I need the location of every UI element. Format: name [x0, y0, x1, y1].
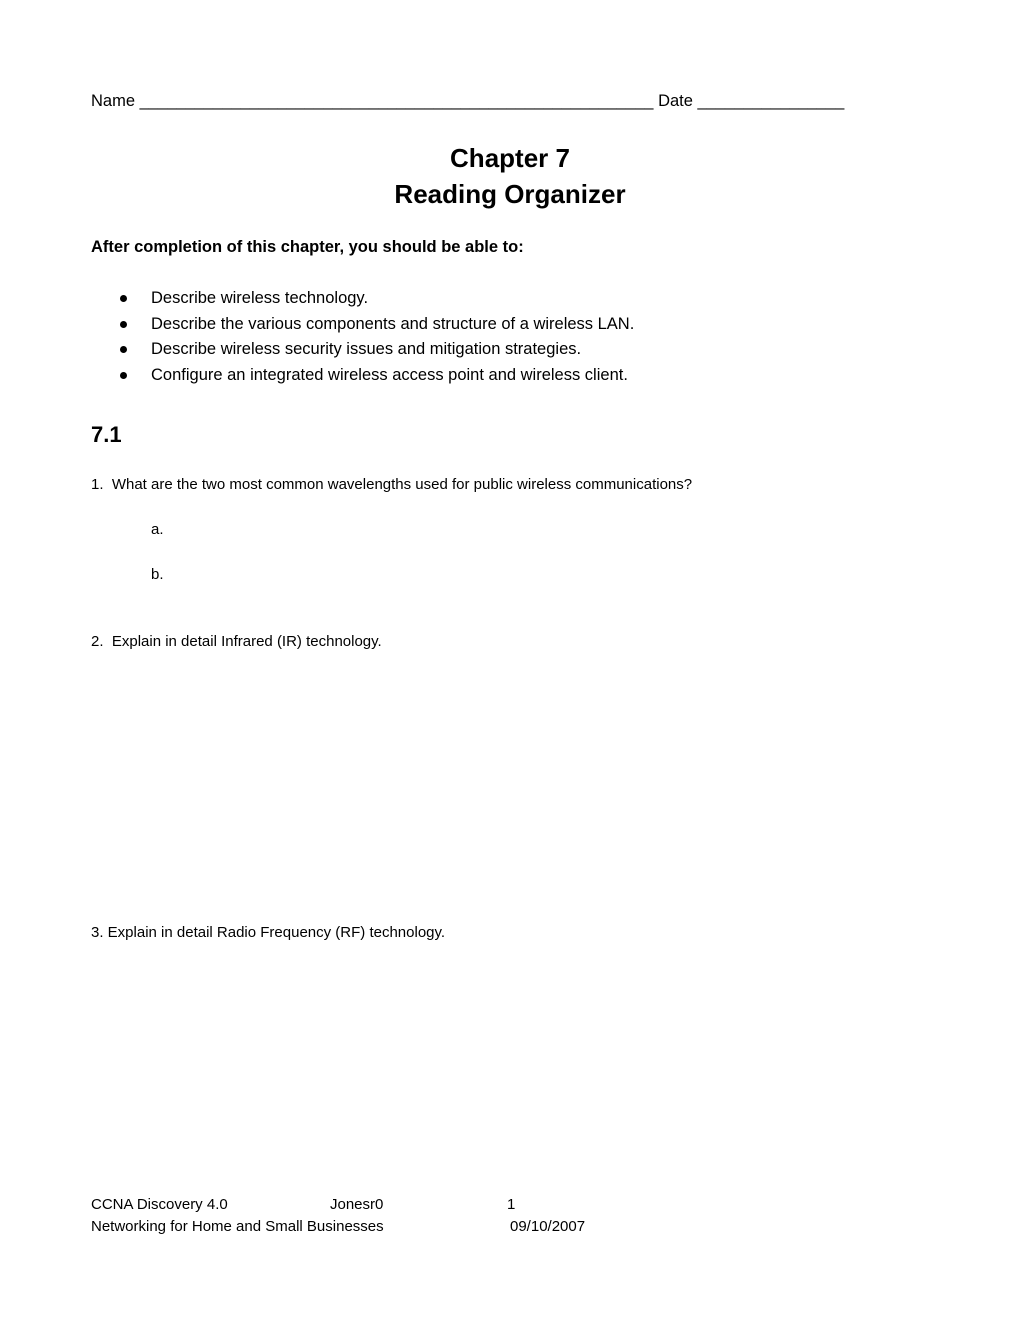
objectives-heading: After completion of this chapter, you should be able to:	[91, 238, 524, 256]
footer-date: 09/10/2007	[510, 1218, 586, 1235]
list-item	[91, 286, 634, 312]
chapter-title: Chapter 7	[450, 143, 570, 173]
answer-b-label: b.	[151, 566, 164, 583]
bullet-icon	[120, 321, 127, 328]
list-item	[91, 312, 634, 338]
objective-text: Describe wireless technology.	[151, 289, 369, 307]
objective-text: Describe the various components and structure of a wireless LAN.	[151, 314, 635, 333]
footer-subtitle: Networking for Home and Small Businesses	[91, 1218, 384, 1235]
list-item	[91, 337, 634, 363]
answer-a-label: a.	[151, 521, 164, 538]
bullet-icon	[120, 295, 127, 302]
objectives-list	[91, 286, 634, 389]
question-3: 3. Explain in detail Radio Frequency (RF) technology.	[91, 924, 446, 941]
bullet-icon	[120, 372, 127, 379]
section-heading: 7.1	[91, 422, 122, 447]
question-2: 2. Explain in detail Infrared (IR) technology.	[91, 633, 382, 650]
name-date-line: Name ________________________________________________________ Date ________________	[91, 92, 845, 110]
bullet-icon	[120, 346, 127, 353]
footer-course: CCNA Discovery 4.0	[91, 1196, 228, 1213]
objective-text: Configure an integrated wireless access point and wireless client.	[151, 366, 628, 385]
document-title: Reading Organizer	[394, 179, 626, 209]
footer-author: Jonesr0	[330, 1196, 384, 1213]
list-item	[91, 363, 634, 389]
question-1: 1. What are the two most common wavelengths used for public wireless communications?	[91, 476, 693, 493]
objective-text: Describe wireless security issues and mitigation strategies.	[151, 340, 582, 359]
footer-page-number: 1	[507, 1196, 516, 1213]
